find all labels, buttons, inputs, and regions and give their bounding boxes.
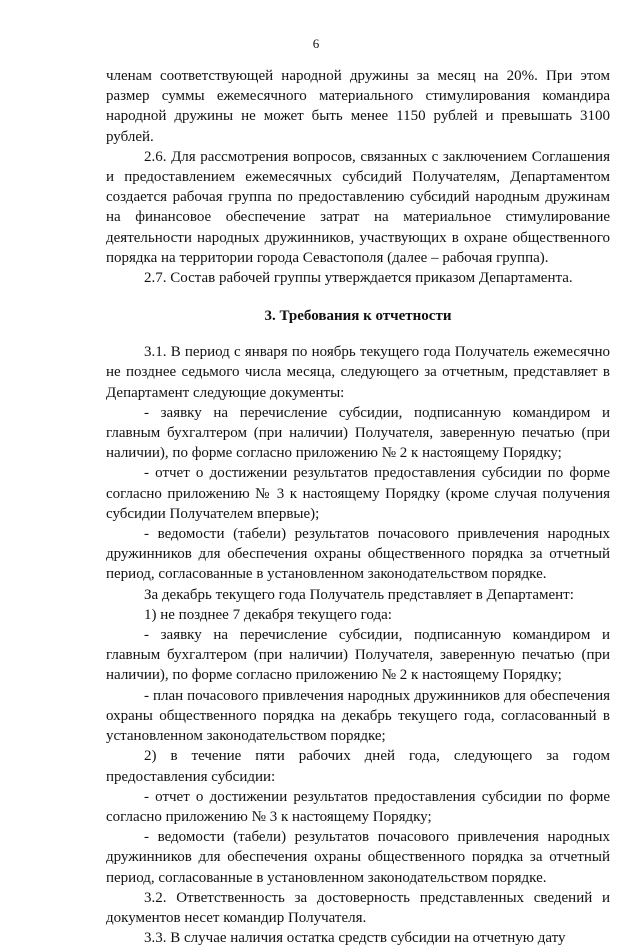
paragraph-december-item-1: 1) не позднее 7 декабря текущего года: xyxy=(144,606,392,623)
list-item-timesheets-annual: - ведомости (табели) результатов почасового привлечения народных дружинников для обеспечения охраны общественного порядка за отчетный период, согласованные в установленном законодательством порядке. xyxy=(106,829,610,886)
paragraph-continuation: членам соответствующей народной дружины за месяц на 20%. При этом размер суммы ежемесячного материального стимулирования командира народной дружины не может быть менее 1150 рублей и превышать 3100 рублей. xyxy=(106,68,610,145)
list-item-application: - заявку на перечисление субсидии, подписанную командиром и главным бухгалтером (при наличии) Получателя, заверенную печатью (при наличии), по форме согласно приложению № 2 к настоящему Порядку; xyxy=(106,404,610,462)
list-item-timesheets: - ведомости (табели) результатов почасового привлечения народных дружинников для обеспечения охраны общественного порядка за отчетный период, согласованные в установленном законодательством порядке. xyxy=(106,526,610,583)
paragraph-2-7: 2.7. Состав рабочей группы утверждается приказом Департамента. xyxy=(144,270,573,287)
page-number: 6 xyxy=(312,36,320,51)
paragraph-2-6: 2.6. Для рассмотрения вопросов, связанных с заключением Соглашения и предоставлением ежемесячных субсидий Получателям, Департаментом создается рабочая группа по предоставлению субсидий народным дружинам на финансовое обеспечение затрат на материальное стимулирование деятельности народных дружинников, участвующих в охране общественного порядка на территории города Севастополя (далее – рабочая группа). xyxy=(106,148,610,266)
paragraph-3-2: 3.2. Ответственность за достоверность представленных сведений и документов несет командир Получателя. xyxy=(106,889,610,926)
paragraph-3-3: 3.3. В случае наличия остатка средств субсидии на отчетную дату xyxy=(144,930,566,947)
list-item-report-annual: - отчет о достижении результатов предоставления субсидии по форме согласно приложению № 3 к настоящему Порядку; xyxy=(106,788,610,825)
paragraph-3-1: 3.1. В период с января по ноябрь текущего года Получатель ежемесячно не позднее седьмого числа месяца, следующего за отчетным, представляет в Департамент следующие документы: xyxy=(106,344,610,401)
list-item-plan: - план почасового привлечения народных дружинников для обеспечения охраны общественного порядка на декабрь текущего года, согласованный в установленном законодательством порядке; xyxy=(106,687,610,745)
section-heading: 3. Требования к отчетности xyxy=(264,308,452,325)
list-item-report: - отчет о достижении результатов предоставления субсидии по форме согласно приложению № 3 к настоящему Порядку (кроме случая получения субсидии Получателем впервые); xyxy=(106,465,610,522)
document-body xyxy=(106,66,610,948)
paragraph-december-item-2: 2) в течение пяти рабочих дней года, следующего за годом предоставления субсидии: xyxy=(106,748,610,785)
paragraph-december: За декабрь текущего года Получатель представляет в Департамент: xyxy=(144,586,574,603)
list-item-application-december: - заявку на перечисление субсидии, подписанную командиром и главным бухгалтером (при наличии) Получателя, заверенную печатью (при наличии), по форме согласно приложению № 2 к настоящему Порядку; xyxy=(106,627,610,684)
